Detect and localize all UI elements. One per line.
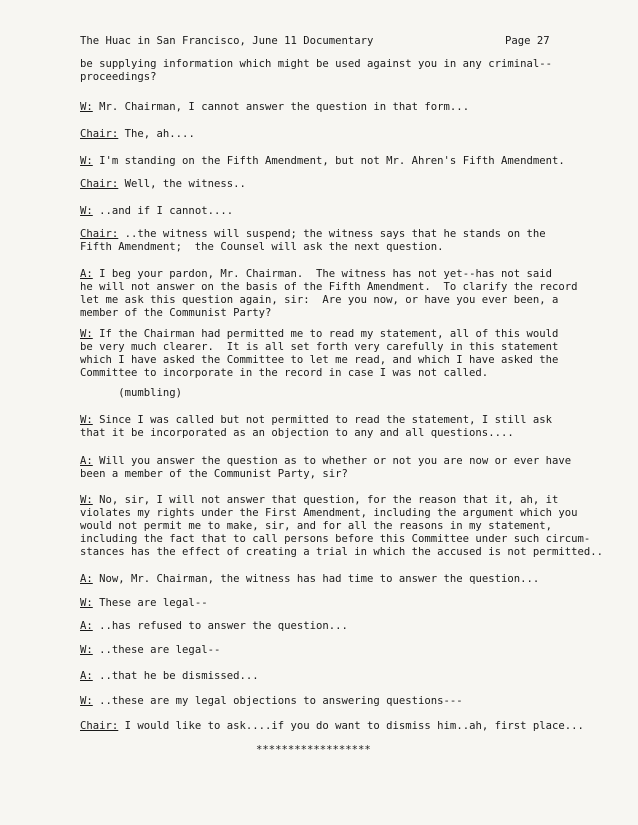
transcript-line <box>80 328 558 341</box>
speaker-label: A: <box>80 573 93 585</box>
transcript-line <box>80 520 552 533</box>
transcript-text: Well, the witness.. <box>118 178 246 190</box>
transcript-line <box>80 281 577 294</box>
speaker-label: Chair: <box>80 178 119 190</box>
page-header-title: The Huac in San Francisco, June 11 Documentary <box>80 35 374 47</box>
transcript-line <box>80 597 208 610</box>
section-divider: ****************** <box>256 744 371 756</box>
transcript-text: let me ask this question again, sir: Are you now, or have you ever been, a <box>80 294 559 306</box>
transcript-text: been a member of the Communist Party, sir? <box>80 468 348 480</box>
transcript-line <box>80 533 590 546</box>
transcript-text: ..that he be dismissed... <box>92 670 259 682</box>
transcript-text: I beg your pardon, Mr. Chairman. The witness has not yet--has not said <box>92 268 552 280</box>
transcript-text: ..the witness will suspend; the witness says that he stands on the <box>118 228 546 240</box>
transcript-line <box>80 670 259 683</box>
transcript-line <box>80 205 233 218</box>
speaker-label: W: <box>80 101 93 113</box>
speaker-label: W: <box>80 644 93 656</box>
transcript-line <box>80 241 444 254</box>
transcript-text: I would like to ask....if you do want to dismiss him..ah, first place... <box>118 720 584 732</box>
transcript-text: he will not answer on the basis of the Fifth Amendment. To clarify the record <box>80 281 578 293</box>
transcript-text: If the Chairman had permitted me to read my statement, all of this would <box>92 328 559 340</box>
transcript-line <box>80 507 577 520</box>
transcript-line <box>80 387 182 400</box>
transcript-text: that it be incorporated as an objection to any and all questions.... <box>80 427 514 439</box>
transcript-text: (mumbling) <box>80 387 183 399</box>
transcript-text: ..and if I cannot.... <box>92 205 234 217</box>
speaker-label: W: <box>80 494 93 506</box>
speaker-label: W: <box>80 597 93 609</box>
transcript-line <box>80 307 271 320</box>
transcript-line <box>80 414 552 427</box>
transcript-text: No, sir, I will not answer that question, for the reason that it, ah, it <box>92 494 559 506</box>
speaker-label: A: <box>80 268 93 280</box>
speaker-label: Chair: <box>80 228 119 240</box>
transcript-line <box>80 178 246 191</box>
transcript-line <box>80 367 488 380</box>
transcript-line <box>80 455 571 468</box>
transcript-text: ..these are legal-- <box>92 644 221 656</box>
transcript-line <box>80 494 558 507</box>
transcript-line <box>80 101 469 114</box>
transcript-text: would not permit me to make, sir, and for all the reasons in my statement, <box>80 520 552 532</box>
speaker-label: A: <box>80 620 93 632</box>
transcript-text: be supplying information which might be used against you in any criminal-- <box>80 58 552 70</box>
transcript-text: I'm standing on the Fifth Amendment, but not Mr. Ahren's Fifth Amendment. <box>92 155 565 167</box>
transcript-text: Since I was called but not permitted to read the statement, I still ask <box>92 414 552 426</box>
transcript-line <box>80 354 558 367</box>
speaker-label: W: <box>80 205 93 217</box>
speaker-label: A: <box>80 670 93 682</box>
transcript-text: including the fact that to call persons before this Committee under such circum- <box>80 533 591 545</box>
transcript-line <box>80 468 348 481</box>
speaker-label: Chair: <box>80 720 119 732</box>
transcript-line <box>80 720 584 733</box>
transcript-text: Committee to incorporate in the record in case I was not called. <box>80 367 489 379</box>
transcript-text: Mr. Chairman, I cannot answer the question in that form... <box>92 101 470 113</box>
transcript-text: Fifth Amendment; the Counsel will ask the next question. <box>80 241 444 253</box>
speaker-label: W: <box>80 155 93 167</box>
transcript-line <box>80 155 565 168</box>
transcript-text: Now, Mr. Chairman, the witness has had time to answer the question... <box>92 573 540 585</box>
transcript-line <box>80 644 220 657</box>
transcript-text: be very much clearer. It is all set forth very carefully in this statement <box>80 341 559 353</box>
transcript-line <box>80 620 348 633</box>
transcript-line <box>80 71 157 84</box>
transcript-text: stances has the effect of creating a trial in which the accused is not permitted.. <box>80 546 603 558</box>
transcript-line <box>80 128 195 141</box>
speaker-label: W: <box>80 414 93 426</box>
transcript-line <box>80 573 539 586</box>
transcript-text: proceedings? <box>80 71 157 83</box>
speaker-label: W: <box>80 695 93 707</box>
transcript-text: ..these are my legal objections to answering questions--- <box>92 695 463 707</box>
transcript-line <box>80 294 558 307</box>
transcript-line <box>80 341 558 354</box>
transcript-text: which I have asked the Committee to let me read, and which I have asked the <box>80 354 559 366</box>
transcript-line <box>80 695 463 708</box>
transcript-text: ..has refused to answer the question... <box>92 620 348 632</box>
speaker-label: W: <box>80 328 93 340</box>
transcript-text: Will you answer the question as to whether or not you are now or ever have <box>92 455 572 467</box>
speaker-label: A: <box>80 455 93 467</box>
transcript-line <box>80 58 552 71</box>
page-number: Page 27 <box>505 35 550 47</box>
transcript-text: The, ah.... <box>118 128 195 140</box>
transcript-text: violates my rights under the First Amendment, including the argument which you <box>80 507 578 519</box>
transcript-line <box>80 546 603 559</box>
transcript-text: These are legal-- <box>92 597 208 609</box>
transcript-line <box>80 228 546 241</box>
transcript-text: member of the Communist Party? <box>80 307 272 319</box>
speaker-label: Chair: <box>80 128 119 140</box>
transcript-line <box>80 268 552 281</box>
transcript-line <box>80 427 514 440</box>
